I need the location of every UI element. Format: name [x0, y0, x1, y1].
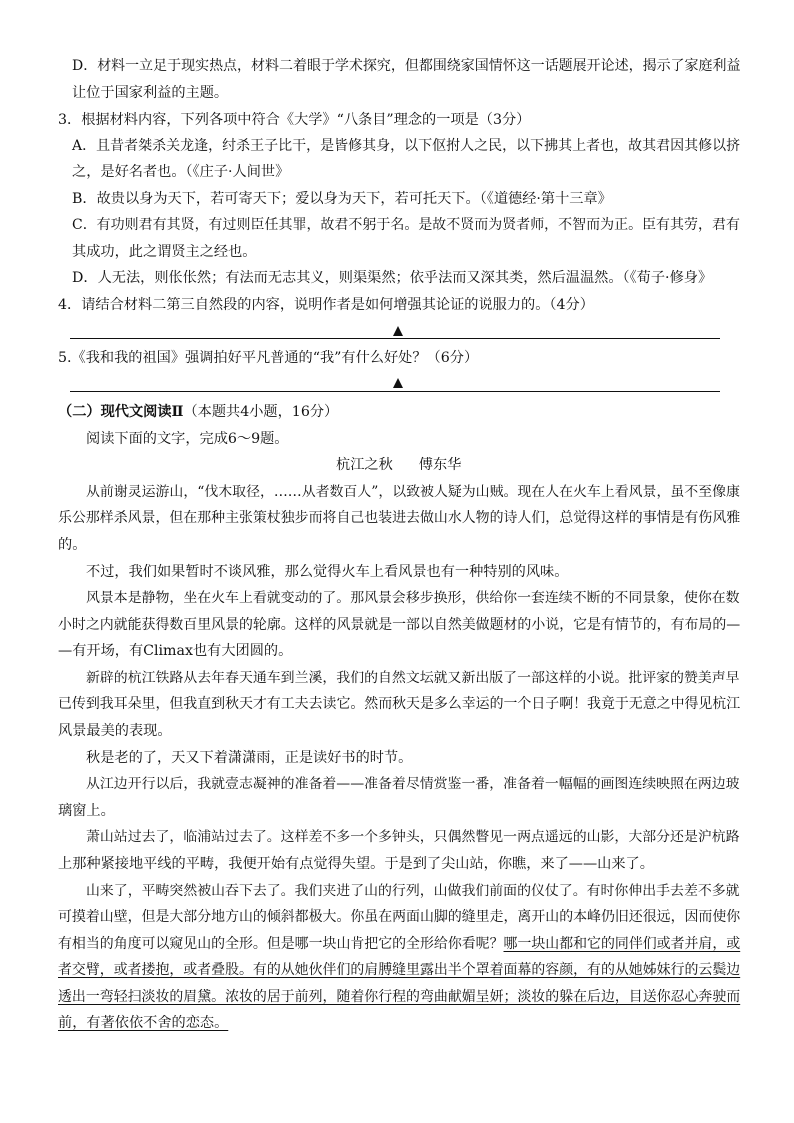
q3-option-a-line2: 之，是好名者也。（《庄子·人间世》 — [72, 164, 290, 180]
article-p4-line2: 已传到我耳朵里，但我直到秋天才有工夫去读它。然而秋天是多么幸运的一个日子啊！我竟于无意之中得见杭江 — [58, 696, 741, 712]
q5-stem: 5.《我和我的祖国》强调拍好平凡普通的“我”有什么好处？（6分） — [58, 350, 479, 366]
article-p1-line2: 乐公那样杀风景，但在那种主张策杖独步而将自己也装进去做山水人物的诗人们，总觉得这样的事情是有伤风雅 — [58, 510, 741, 526]
q3-option-b: B．故贵以身为天下，若可寄天下；爱以身为天下，若可托天下。（《道德经·第十三章》 — [72, 191, 612, 207]
q4-stem: 4．请结合材料二第三自然段的内容，说明作者是如何增强其论证的说服力的。（4分） — [58, 297, 594, 313]
q5-answer-mark — [393, 378, 403, 388]
q4-answer-line[interactable] — [70, 338, 720, 339]
article-p8-line4: 者交臂，或者搂抱，或者叠股。有的从她伙伴们的肩膊缝里露出半个罩着面幕的容颜，有的从她姊妹行的云鬓边 — [58, 962, 741, 978]
article-p5-line1: 秋是老的了，天又下着潇潇雨，正是读好书的时节。 — [86, 750, 413, 766]
article-p8-line6: 前，有著依依不舍的恋态。 — [58, 1015, 229, 1031]
article-p2-line1: 不过，我们如果暂时不谈风雅，那么觉得火车上看风景也有一种特别的风味。 — [86, 564, 569, 580]
q3-option-d: D．人无法，则伥伥然；有法而无志其义，则渠渠然；依乎法而又深其类，然后温温然。（《荀子·修身》 — [72, 270, 713, 286]
article-p8-line2: 可摸着山壁，但是大部分地方山的倾斜都极大。你虽在两面山脚的缝里走，离开山的本峰仍旧还很远，因而使你 — [58, 909, 741, 925]
article-p8-line3-underlined: 哪一块山都和它的同伴们或者并肩，或 — [503, 936, 741, 952]
article-p6-line2: 璃窗上。 — [58, 803, 115, 819]
article-title — [336, 455, 461, 475]
article-p1-line3: 的。 — [58, 537, 87, 553]
q3-stem: 3．根据材料内容，下列各项中符合《大学》“八条目”理念的一项是（3分） — [58, 112, 531, 128]
article-p1-line1: 从前谢灵运游山，“伐木取径，……从者数百人”，以致被人疑为山贼。现在人在火车上看风景，虽不至像康 — [86, 484, 740, 500]
q4-answer-mark — [393, 326, 403, 336]
article-p6-line1: 从江边开行以后，我就壹志凝神的准备着——准备着尽情赏鉴一番，准备着一幅幅的画图连续映照在两边玻 — [86, 776, 740, 792]
article-p8-line1: 山来了，平畴突然被山吞下去了。我们夹进了山的行列，山做我们前面的仪仗了。有时你伸出手去差不多就 — [86, 883, 740, 899]
section2-heading — [58, 402, 338, 422]
article-p4-line3: 风景最美的表现。 — [58, 723, 172, 739]
q2-option-d-line2: 让位于国家利益的主题。 — [72, 85, 229, 101]
article-p3-line1: 风景本是静物，坐在火车上看就变动的了。那风景会移步换形，供给你一套连续不断的不同景象，使你在数 — [86, 590, 740, 606]
article-p7-line1: 萧山站过去了，临浦站过去了。这样差不多一个多钟头，只偶然瞥见一两点遥远的山影，大部分还是沪杭路 — [86, 829, 740, 845]
article-p4-line1: 新辟的杭江铁路从去年春天通车到兰溪，我们的自然文坛就又新出版了一部这样的小说。批评家的赞美声早 — [86, 670, 740, 686]
section2-instruction: 阅读下面的文字，完成6～9题。 — [86, 431, 289, 447]
section2-heading-rest: （本题共4小题，16分） — [183, 404, 339, 420]
q3-option-c-line2: 其成功，此之谓贤主之经也。 — [72, 244, 257, 260]
article-p8-line3-plain: 有相当的角度可以窥见山的全形。但是哪一块山肯把它的全形给你看呢？ — [58, 936, 504, 952]
q5-answer-line[interactable] — [70, 391, 720, 392]
article-p3-line2: 小时之内就能获得数百里风景的轮廓。这样的风景就是一部以自然美做题材的小说，它是有情节的，有布局的— — [58, 617, 741, 633]
article-p8-line3 — [58, 934, 740, 954]
section2-heading-bold: （二）现代文阅读Ⅱ — [58, 404, 184, 420]
q3-option-a-line1: A．且昔者桀杀关龙逢，纣杀王子比干，是皆修其身，以下伛拊人之民，以下拂其上者也，故其君因其修以挤 — [72, 138, 741, 154]
article-p3-line3: —有开场，有Climax也有大团圆的。 — [58, 643, 293, 659]
article-p8-line5: 透出一弯轻扫淡妆的眉黛。浓妆的居于前列，随着你行程的弯曲献媚呈妍；淡妆的躲在后边，目送你忍心奔驶而 — [58, 989, 741, 1005]
article-p7-line2: 上那种紧接地平线的平畴，我便开始有点觉得失望。于是到了尖山站，你瞧，来了——山来了。 — [58, 856, 654, 872]
q3-option-c-line1: C．有功则君有其贤，有过则臣任其罪，故君不躬于名。是故不贤而为贤者师，不智而为正。臣有其劳，君有 — [72, 217, 740, 233]
q2-option-d-line1: D．材料一立足于现实热点，材料二着眼于学术探究，但都围绕家国情怀这一话题展开论述，揭示了家庭利益 — [72, 58, 741, 74]
article-author: 傅东华 — [418, 457, 462, 473]
article-title-text: 杭江之秋 — [336, 457, 393, 473]
